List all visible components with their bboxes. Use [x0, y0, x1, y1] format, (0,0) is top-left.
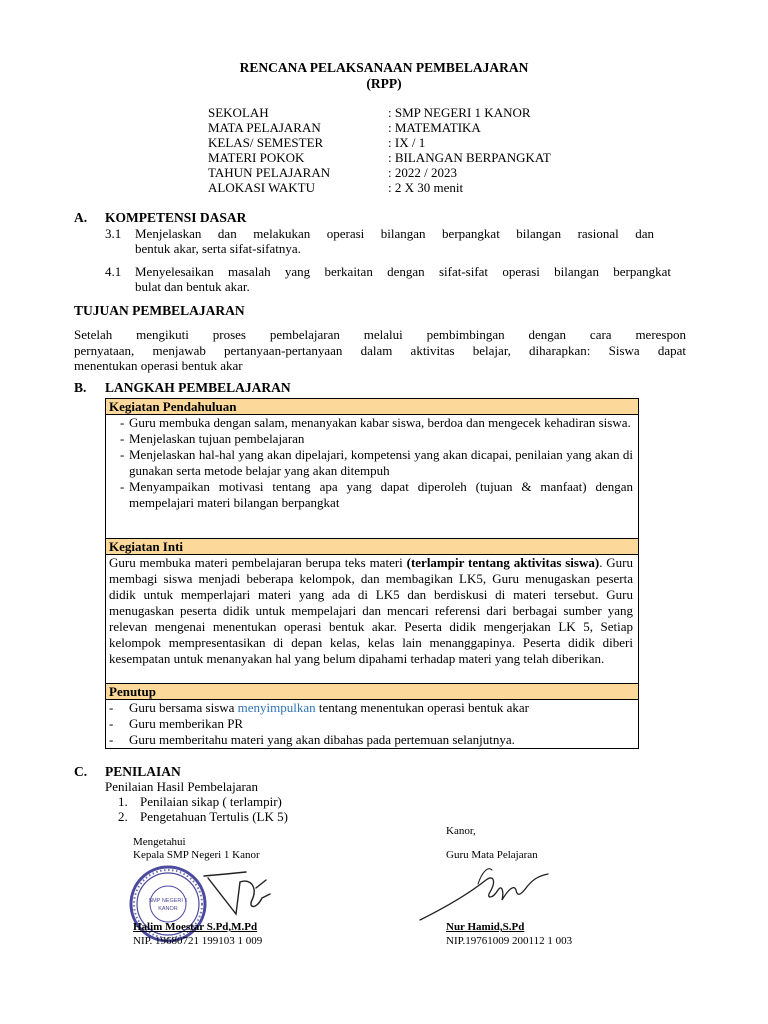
tujuan-text-line: pernyataan, menjawab pertanyaan-pertanyaan dalam aktivitas belajar, diharapkan: Siswa dapat — [74, 343, 686, 358]
subject-label: MATA PELAJARAN — [208, 120, 321, 135]
teacher-signature-icon — [416, 862, 556, 922]
list-item: - Menjelaskan tujuan pembelajaran — [120, 431, 305, 446]
year-value: : 2022 / 2023 — [388, 165, 457, 180]
penilaian-number: 2. — [118, 809, 128, 824]
inti-header: Kegiatan Inti — [106, 539, 638, 555]
section-c-marker: C. — [74, 764, 88, 779]
time-value: : 2 X 30 menit — [388, 180, 464, 195]
learning-steps-table — [105, 398, 639, 749]
teacher-title: Guru Mata Pelajaran — [446, 849, 538, 861]
inti-paragraph: Guru membuka materi pembelajaran berupa teks materi (terlampir tentang aktivitas siswa). Guru membagi siswa menjadi beberapa kelompok, dan membagikan LK5, Guru menugaskan peserta didik untuk memperlajari materi yang ada di LK5 dan berdiskusi di materi tersebut. Guru menugaskan peserta didik untuk mempelajari dan mencari referensi dari berbagai sumber yang relevan mengenai menentukan operasi bentuk akar. Peserta didik mengerjakan LK 5, Setiap kelompok mempresentasikan di depan kelas, kelas lain menanggapinya. Peserta didik diberi kesempatan untuk menanyakan hal yang belum dipahami terhadap materi yang telah diberikan. — [109, 555, 633, 666]
section-a-marker: A. — [74, 210, 88, 225]
document-title: RENCANA PELAKSANAAN PEMBELAJARAN — [239, 60, 529, 75]
time-label: ALOKASI WAKTU — [208, 180, 316, 195]
kd-text-line: bulat dan bentuk akar. — [135, 279, 250, 294]
tujuan-text-line: Setelah mengikuti proses pembelajaran melalui pembimbingan dengan cara merespon — [74, 327, 686, 342]
headmaster-nip: NIP. 19680721 199103 1 009 — [133, 935, 263, 947]
pendahuluan-header: Kegiatan Pendahuluan — [106, 399, 638, 415]
menyimpulkan-link[interactable]: menyimpulkan — [237, 700, 316, 715]
kd-text-line: Menyelesaikan masalah yang berkaitan dengan sifat-sifat operasi bilangan berpangkat — [135, 264, 671, 279]
teacher-name: Nur Hamid,S.Pd — [446, 921, 525, 933]
penilaian-item: Pengetahuan Tertulis (LK 5) — [140, 809, 288, 824]
list-item: - Menyampaikan motivasi tentang apa yang dapat diperoleh (tujuan & manfaat) dengan mempelajari materi bilangan berpangkat — [120, 479, 633, 510]
mengetahui-label: Mengetahui — [133, 836, 186, 848]
document-subtitle: (RPP) — [366, 76, 402, 91]
tujuan-heading: TUJUAN PEMBELAJARAN — [74, 303, 245, 318]
section-a-heading: KOMPETENSI DASAR — [105, 210, 247, 225]
section-b-heading: LANGKAH PEMBELAJARAN — [105, 380, 291, 395]
section-b-marker: B. — [74, 380, 87, 395]
kd-text-line: Menjelaskan dan melakukan operasi bilangan berpangkat bilangan rasional dan — [135, 226, 654, 241]
list-item: - Guru memberikan PR — [109, 716, 244, 731]
school-value: : SMP NEGERI 1 KANOR — [388, 105, 531, 120]
stamp-text: KANOR — [158, 906, 178, 912]
penilaian-item: Penilaian sikap ( terlampir) — [140, 794, 282, 809]
pendahuluan-body — [106, 415, 638, 539]
penutup-body — [106, 700, 638, 748]
place-label: Kanor, — [446, 825, 476, 837]
headmaster-signature-icon — [196, 858, 276, 930]
stamp-text: SMP NEGERI 1 — [148, 898, 188, 904]
school-label: SEKOLAH — [208, 105, 269, 120]
penutup-header: Penutup — [106, 684, 638, 700]
penilaian-subheading: Penilaian Hasil Pembelajaran — [105, 779, 259, 794]
tujuan-text-line: menentukan operasi bentuk akar — [74, 358, 243, 373]
inti-body — [106, 555, 638, 684]
year-label: TAHUN PELAJARAN — [208, 165, 331, 180]
list-item: - Guru memberitahu materi yang akan dibahas pada pertemuan selanjutnya. — [109, 732, 515, 747]
kd-text-line: bentuk akar, serta sifat-sifatnya. — [135, 241, 301, 256]
kd-number: 4.1 — [105, 264, 122, 279]
list-item: - Menjelaskan hal-hal yang akan dipelajari, kompetensi yang akan dicapai, penilaian yang akan di gunakan serta metode belajar yang akan ditempuh — [120, 447, 633, 478]
topic-label: MATERI POKOK — [208, 150, 305, 165]
teacher-nip: NIP.19761009 200112 1 003 — [446, 935, 573, 947]
penilaian-number: 1. — [118, 794, 128, 809]
list-item: - Guru membuka dengan salam, menanyakan kabar siswa, berdoa dan mengecek kehadiran siswa. — [120, 415, 631, 430]
kd-number: 3.1 — [105, 226, 122, 241]
headmaster-name: Halim Moestar S.Pd,M.Pd — [133, 921, 258, 933]
topic-value: : BILANGAN BERPANGKAT — [388, 150, 551, 165]
section-c-heading: PENILAIAN — [105, 764, 181, 779]
headmaster-title: Kepala SMP Negeri 1 Kanor — [133, 849, 260, 861]
subject-value: : MATEMATIKA — [388, 120, 481, 135]
class-value: : IX / 1 — [388, 135, 426, 150]
list-item: - Guru bersama siswa menyimpulkan tentang menentukan operasi bentuk akar — [109, 700, 530, 715]
class-label: KELAS/ SEMESTER — [208, 135, 324, 150]
